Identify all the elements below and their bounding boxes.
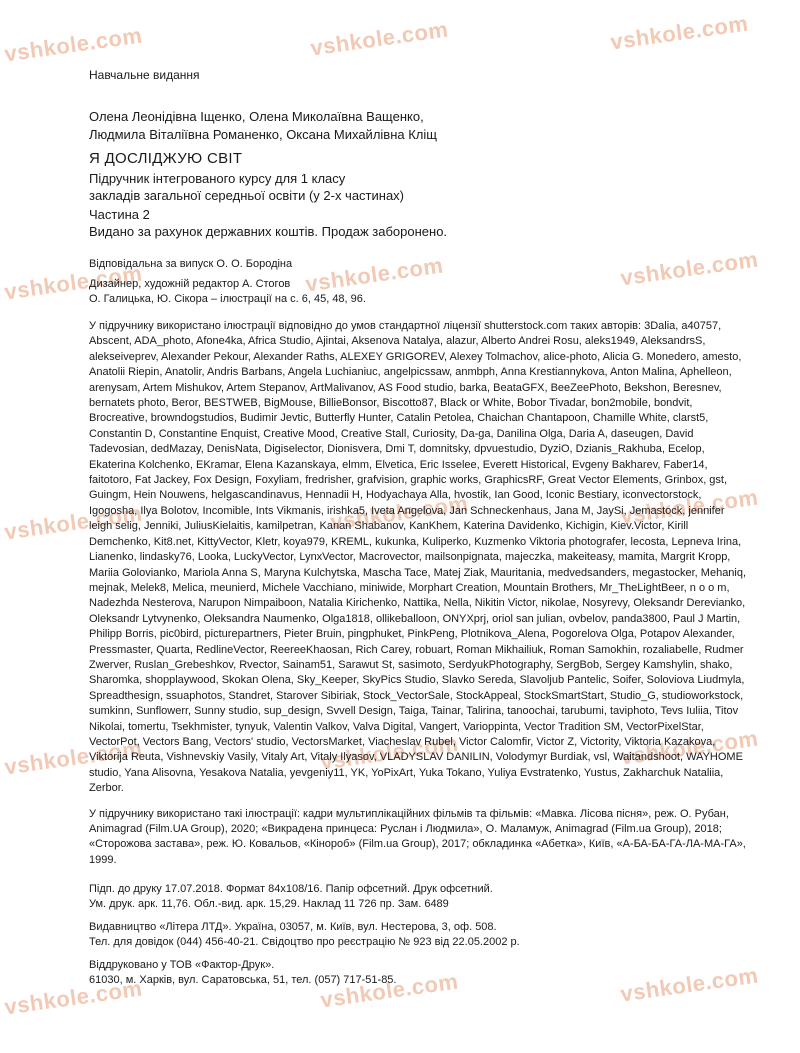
credits bbox=[89, 257, 749, 307]
printer-info bbox=[89, 958, 749, 988]
book-title: Я ДОСЛІДЖУЮ СВІТ bbox=[89, 150, 243, 167]
print-info-line: Ум. друк. арк. 11,76. Обл.-вид. арк. 15,29. Наклад 11 726 пр. Зам. 6489 bbox=[89, 898, 449, 911]
book-subtitle-line: закладів загальної середньої освіти (у 2-х частинах) bbox=[89, 188, 405, 203]
credit-line: О. Галицька, Ю. Сікора – ілюстрації на с. 6, 45, 48, 96. bbox=[89, 293, 366, 305]
credit-line: Дизайнер, художній редактор А. Стогов bbox=[89, 278, 291, 290]
authors bbox=[89, 108, 749, 144]
watermark: vshkole.com bbox=[618, 246, 760, 291]
authors-line: Людмила Віталіївна Романенко, Оксана Михайлівна Кліщ bbox=[89, 127, 437, 142]
watermark: vshkole.com bbox=[2, 735, 144, 780]
print-info-line: Підп. до друку 17.07.2018. Формат 84х108/16. Папір офсетний. Друк офсетний. bbox=[89, 883, 493, 896]
imprint-page bbox=[89, 68, 749, 996]
watermark: vshkole.com bbox=[318, 968, 460, 1013]
watermark: vshkole.com bbox=[618, 962, 760, 1007]
watermark: vshkole.com bbox=[2, 975, 144, 1020]
authors-line: Олена Леонідівна Іщенко, Олена Миколаївна Ващенко, bbox=[89, 109, 424, 124]
edition-type: Навчальне видання bbox=[89, 68, 200, 82]
credit-line: Відповідальна за випуск О. О. Бородіна bbox=[89, 258, 293, 270]
watermark: vshkole.com bbox=[303, 252, 445, 297]
watermark: vshkole.com bbox=[2, 260, 144, 305]
publisher-info-line: Видавництво «Літера ЛТД». Україна, 03057, м. Київ, вул. Нестерова, 3, оф. 508. bbox=[89, 921, 497, 934]
funding-notice: Видано за рахунок державних коштів. Продаж заборонено. bbox=[89, 224, 448, 239]
watermark: vshkole.com bbox=[318, 730, 460, 775]
watermark: vshkole.com bbox=[618, 725, 760, 770]
shutterstock-credits: У підручнику використано ілюстрації відповідно до умов стандартної ліцензії shutterstock.com таких авторів: 3Dalia, a40757, Abscent, ADA_photo, Afone4ka, Africa Studio, Ajintai, Aksenova Natalya, alazur, Alberto Andrei Rosu, aleks1949, AleksandrsS, alekseiveprev, Alexander Pekour, Alexander Raths, ALEXEY GRIGOREV, Alexey Tolmachov, alice-photo, Alicia G. Monedero, amesto, Anatolii Riepin, Anatolir, Andris Barbans, Angela Luchianiuc, angelpicssaw, anmbph, Anna Krestiannykova, Anton Malina, Aphelleon, arenysam, Artem Mishukov, Artem Stepanov, ArtMalivanov, AS Food studio, barka, BeataGFX, BeeZeePhoto, Bekshon, Beresnev, bernatets photo, Beror, BESTWEB, BigMouse, BillieBonsor, Biscotto87, Black or White, Bobor Tivadar, bon2mobile, bondvit, Brocreative, browndogstudios, Budimir Jevtic, Butterfly Hunter, Catalin Petolea, Chaichan Chantapoon, Chamille White, clarst5, Constantin D, Constantine Enquist, Creative Mood, Creative Stall, Curiosity, Da-ga, Danilina Olga, Daria A, daseugen, David Tadevosian, dedMazay, DenisNata, Digiselector, Dionisvera, Dmi T, domnitsky, dpvuestudio, DyziO, Dzianis_Rakhuba, Ecelop, Ekaterina Kolchenko, EKramar, Elena Kazanskaya, elmm, Elvetica, Eric Isselee, Everett Historical, Evgeny Bakharev, Faber14, faitotoro, Fat Jackey, Fox Design, Foxyliam, fredrisher, grafvision, graphic works, GraphicsRF, Great Vector Elements, Grinbox, gst, Guingm, Hein Nouwens, helgascandinavus, Hennadii H, Hodyachaya Alla, hvostik, Ian Good, Iconic Bestiary, iconvectorstock, Igogosha, Ilya Bolotov, Incomible, Ints Vikmanis, irishka5, Iveta Angelova, Jan Schneckenhaus, Jana M, JaySi, Jemastock, jennifer leigh selig, Jenniki, JuliusKielaitis, kamilpetran, Kanan Shabanov, KanKhem, Katerina Davidenko, Kichigin, Kiev.Victor, Kirill Demchenko, Kit8.net, KittyVector, Kletr, koya979, KREML, kukunka, Kuliperko, Kuzmenko Viktoria photografer, lecosta, Lepneva Irina, Lianenko, lindasky76, Looka, LuckyVector, LynxVector, Macrovector, mailsonpignata, majeczka, makeiteasy, mamita, Margrit Kropp, Mariia Golovianko, Mariola Anna S, Maryna Kulchytska, Mascha Tace, Matej Ziak, Mauritania, medvedsanders, megastocker, Mehaniq, mejnak, Melek8, Melica, meunierd, Michele Vacchiano, miniwide, Morphart Creation, Mountain Brothers, Mr_TheLightBeer, n o o m, Nadezhda Nesterova, Narupon Nimpaiboon, Natalia Kirichenko, Nattika, Nella, Nikitin Victor, nikolae, Nosyrevy, Oleksandr Derevianko, Oleksandr Lytvynenko, Oleksandra Naumenko, Olga1818, ollikeballoon, ONYXprj, oriol san julian, ovbelov, panda3800, Paul J Martin, Philipp Borris, pic0bird, picturepartners, Pieter Bruin, pingphuket, PinkPeng, Plotnikova_Alena, Pogorelova Olga, Potapov Alexander, Pressmaster, Quarta, RedlineVector, ReereeKhaosan, Rich Carey, robuart, Roman Mikhailiuk, Roman Samokhin, rozaliabelle, Rudmer Zwerver, Ruslan_Grebeshkov, Rvector, Sainam51, Sarawut St, sasimoto, SerdyukPhotography, SergBob, Sergey Kamshylin, shako, Sharomka, shopplaywood, Skokan Olena, Sky_Keeper, SkyPics Studio, Slavko Sereda, Slavoljub Pantelic, Soifer, Soloviova Liudmyla, Spreadthesign, ssuaphotos, Standret, Starover Sibiriak, Stock_VectorSale, StockAppeal, StockSmartStart, Studio_G, studioworkstock, sumkinn, Sunflowerr, Sunny studio, sup_design, Svvell Design, Taiga, Tainar, Talirina, tanoochai, tarubumi, taviphoto, Tevs Iuliia, Titov Nikolai, tomertu, Tsekhmister, tynyuk, Valentin Valkov, Valva Digital, Vangert, Varioppinta, Vector Tradition SM, VectorPixelStar, VectorPot, Vectors Bang, Vectors' studio, VectorsMarket, Viacheslav Rubel, Victor Calomfir, Victor Z, Victority, Viktoria Kazakova, Viktorija Reuta, Vishnevskiy Vasily, Vitaly Art, Vitaly Ilyasov, VLADYSLAV DANILIN, Volodymyr Burdiak, vsl, Waitandshoot, WAYHOME studio, Yana Alisovna, Yesakova Natalia, yevgeniy11, YK, YoPixArt, Yuka Tokano, Yuliya Evstratenko, Yustus, Zakharchuk Nataliia, Zerbor. bbox=[89, 320, 747, 795]
watermark: vshkole.com bbox=[328, 490, 470, 535]
book-subtitle-line: Підручник інтегрованого курсу для 1 класу bbox=[89, 171, 346, 186]
film-credits: У підручнику використано такі ілюстрації: кадри мультиплікаційних фільмів та фільмів: «Мавка. Лісова пісня», реж. О. Рубан, Animagrad (Film.UA Group), 2020; «Викрадена принцеса: Руслан і Людмила», О. Маламуж, Animagrad (Film.ua Group), 2018; «Сторожова застава», реж. Ю. Ковальов, «Кінороб» (Film.ua Group), 2017; обкладинка «Абетка», Київ, «А-БА-БА-ГА-ЛА-МА-ГА», 1999. bbox=[89, 807, 746, 866]
printer-info-line: 61030, м. Харків, вул. Саратовська, 51, тел. (057) 717-51-85. bbox=[89, 974, 397, 987]
printer-info-line: Віддруковано у ТОВ «Фактор-Друк». bbox=[89, 959, 275, 972]
watermark: vshkole.com bbox=[2, 22, 144, 67]
technical-info bbox=[89, 882, 749, 988]
watermark: vshkole.com bbox=[618, 484, 760, 529]
book-part: Частина 2 bbox=[89, 207, 150, 222]
watermark: vshkole.com bbox=[608, 10, 750, 55]
publisher-info bbox=[89, 920, 749, 950]
print-info bbox=[89, 882, 749, 912]
watermark: vshkole.com bbox=[2, 500, 144, 545]
publisher-info-line: Тел. для довідок (044) 456-40-21. Свідоцтво про реєстрацію № 923 від 22.05.2002 р. bbox=[89, 936, 520, 949]
watermark: vshkole.com bbox=[308, 16, 450, 61]
